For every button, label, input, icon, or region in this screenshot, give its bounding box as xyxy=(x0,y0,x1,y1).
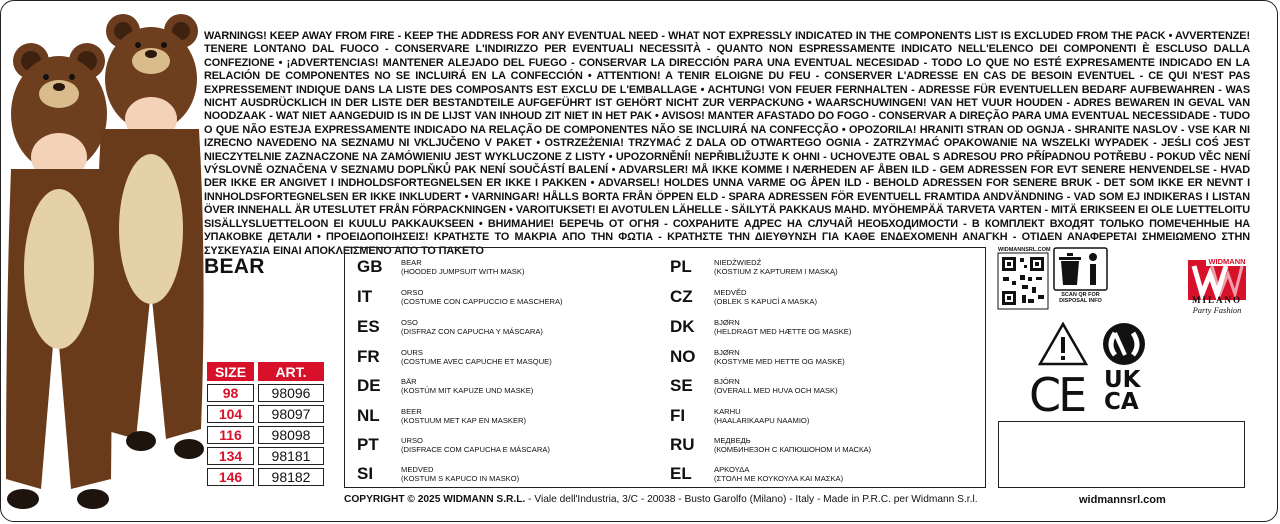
language-box xyxy=(344,247,986,488)
qr-code-icon xyxy=(998,253,1048,309)
product-title: BEAR xyxy=(204,255,265,278)
language-desc: (HELDRAGT MED HÆTTE OG MASKE) xyxy=(714,327,852,336)
language-row xyxy=(345,345,552,369)
product-photo xyxy=(1,9,206,519)
table-row xyxy=(207,447,324,465)
language-code: SE xyxy=(670,376,693,395)
language-desc: (KOSTIUM Z KAPTUREM I MASKĄ) xyxy=(714,267,838,276)
language-row xyxy=(345,255,524,279)
language-code: NL xyxy=(357,406,380,425)
website-link[interactable]: widmannsrl.com xyxy=(1079,494,1166,506)
language-name: BEAR xyxy=(401,258,422,267)
language-desc: (KOSTUUM MET KAP EN MASKER) xyxy=(401,416,527,425)
language-name: BEER xyxy=(401,407,422,416)
language-name: URSO xyxy=(401,436,423,445)
language-code: DK xyxy=(670,317,695,336)
language-code: SI xyxy=(357,464,374,483)
language-row xyxy=(345,462,519,486)
language-code: IT xyxy=(357,287,373,306)
language-row xyxy=(345,315,543,339)
language-desc: (DISFRAZ CON CAPUCHA Y MÁSCARA) xyxy=(401,327,543,336)
language-name: NIEDŹWIEDŹ xyxy=(714,258,762,267)
language-name: BJØRN xyxy=(714,348,740,357)
language-code: PT xyxy=(357,435,379,454)
language-code: DE xyxy=(357,376,381,395)
language-name: ΑΡΚΟΥΔΑ xyxy=(714,465,750,474)
language-name: KARHU xyxy=(714,407,741,416)
language-desc: (DISFRACE COM CAPUCHA E MÁSCARA) xyxy=(401,445,550,454)
blank-label-box xyxy=(998,421,1245,488)
language-desc: (HAALARIKAAPU NAAMIO) xyxy=(714,416,810,425)
size-cell: 98 xyxy=(207,384,254,402)
language-name: BÄR xyxy=(401,377,417,386)
table-row xyxy=(207,384,324,402)
disposal-info xyxy=(1053,247,1108,311)
copyright-address: - Viale dell'Industria, 3/C - 20038 - Busto Garolfo (Milano) - Italy - Made in P.R.C. per Widmann S.r.l. xyxy=(525,494,978,505)
language-desc: (COSTUME CON CAPPUCCIO E MASCHERA) xyxy=(401,297,563,306)
art-cell: 98096 xyxy=(258,384,324,402)
ce-mark: CE xyxy=(1029,368,1085,422)
recycle-bin-info-icon xyxy=(1053,247,1108,291)
language-code: FI xyxy=(670,406,686,425)
language-row xyxy=(345,374,533,398)
language-name: ORSO xyxy=(401,288,424,297)
disposal-label-1: SCAN QR FOR xyxy=(1061,292,1100,298)
language-row xyxy=(658,462,843,486)
language-code: FR xyxy=(357,347,380,366)
language-row xyxy=(658,345,845,369)
language-desc: (OBLEK S KAPUCÍ A MASKA) xyxy=(714,297,817,306)
ukca-mark xyxy=(1104,369,1141,413)
art-cell: 98098 xyxy=(258,426,324,444)
language-code: GB xyxy=(357,257,383,276)
art-header: ART. xyxy=(258,362,324,381)
language-code: CZ xyxy=(670,287,693,306)
brand-city: MILANO xyxy=(1192,295,1242,305)
language-desc: (ΣΤΟΛΗ ΜΕ ΚΟΥΚΟΥΛΑ ΚΑΙ ΜΑΣΚΑ) xyxy=(714,474,844,483)
language-row xyxy=(345,404,526,428)
language-row xyxy=(658,404,809,428)
table-row xyxy=(207,405,324,423)
size-cell: 146 xyxy=(207,468,254,486)
language-name: MEDVED xyxy=(401,465,434,474)
language-name: MEDVĚD xyxy=(714,288,747,297)
language-code: NO xyxy=(670,347,696,366)
language-desc: (KOSTÜM MIT KAPUZE UND MASKE) xyxy=(401,386,534,395)
copyright-line xyxy=(344,494,978,505)
language-desc: (КОМБИНЕЗОН С КАПЮШОНОМ И МАСКА) xyxy=(714,445,872,454)
warnings-text: WARNINGS! KEEP AWAY FROM FIRE - KEEP THE ADDRESS FOR ANY EVENTUAL NEED - WHAT NOT EXPRESSLY INDICATED IN THE COMPONENTS LIST IS EXCLUDED FROM THE PACK • AVVERTENZE! TENERE LONTANO DAL FUOCO - CONSERVARE L'INDIRIZZO PER EVENTUALI NECESSITÀ - QUANTO NON ESPRESSAMENTE INDICATO NELL'ELENCO DEI COMPONENTI È ESCLUSO DALLA CONFEZIONE • ¡ADVERTENCIAS! MANTENER ALEJADO DEL FUEGO - CONSERVAR LA DIRECCIÓN PARA UNA EVENTUAL NECESIDAD - TODO LO QUE NO ESTÉ EXPRESAMENTE INDICADO EN LA RELACIÓN DE COMPONENTES NO SE INCLUIRÁ EN LA CONFECCIÓN • ATTENTION! A TENIR ELOIGNE DU FEU - CONSERVER L'ADRESSE EN CAS DE BESOIN EVENTUEL - CE QUI N'EST PAS EXPRESSEMENT INDIQUE DANS LA LISTE DES COMPOSANTS EST EXCLU DE L'EMBALLAGE • ACHTUNG! VON FEUER FERNHALTEN - ADRESSE FÜR EVENTUELLEN BEDARF AUFBEWAHREN - WAS NICHT AUSDRÜCKLICH IN DER LISTE DER BESTANDTEILE AUFGEFÜHRT IST GEHÖRT NICHT ZUR VERPACKUNG • WAARSCHUWINGEN! VAN HET VUUR HOUDEN - ADRES BEWAREN IN GEVAL VAN NOODZAAK - WAT NIET AANGEDUID IS IN DE LIJST VAN INHOUD ZIT NIET IN HET PAK • AVISOS! MANTER AFASTADO DO FOGO - CONSERVAR A DIREÇÃO PARA UMA EVENTUAL NECESSIDADE - TUDO O QUE NÃO ESTEJA EXPRESSAMENTE INDICADO NA RELAÇÃO DE COMPONENTES NÃO SE INCLUIRÁ NA CONFECÇÃO • OPOZORILA! HRANITI STRAN OD OGNJA - SHRANITE NASLOV - VSE KAR NI IZRECNO NAVEDENO NA SEZNAMU NI VKLJUČENO V PAKET • OSTRZEŻENIA! TRZYMAĆ Z DALA OD OTWARTEGO OGNIA - ZATRZYMAĆ OPAKOWANIE NA WSZELKI WYPADEK - JEŚLI COŚ JEST NIECZYTELNIE ZAZNACZONE NA ZAMÓWIENIU JEST WYKLUCZONE Z LISTY • UPOZORNĚNÍ! NEPŘIBLIŽUJTE K OHNI - UCHOVEJTE OBAL S ADRESOU PRO PŘÍPADNOU POTŘEBU - POKUD VĚC NENÍ VÝSLOVNĚ OZNAČENA V SEZNAMU DOPLŇKŮ PAK NENÍ SOUČÁSTÍ BALENÍ • ADVARSLER! MÅ IKKE KOMME I NÆRHEDEN AF ÅBEN ILD - GEM ADRESSEN FOR EVT SENERE HENVENDELSE - HVAD DER IKKE ER ANGIVET I INDHOLDSFORTEGNELSEN ER IKKE I PAKKEN • ADVARSEL! HOLDES UNNA VARME OG ÅPEN ILD - BEHOLD ADRESSEN FOR SENERE BRUK - DET SOM IKKE ER NEVNT I INNHOLDSFORTEGNELSEN ER IKKE INKLUDERT • VARNINGAR! HÅLLS BORTA FRÅN ÖPPEN ELD - SPARA ADRESSEN FÖR EVENTUELL FRAMTIDA ANDVÄNDNING - VAD SOM EJ INDIKERAS I LISTAN ÖVER INNEHALL ÄR UTESLUTET FRÅN FÖRPACKNINGEN • VAROITUKSET! EI AVOTULEN LÄHELLE - SÄILYTÄ PAKKAUS MAHD. MYÖHEMPÄÄ TARVETA VARTEN - MITÄ ERIKSEEN EI OLE LUETTELOITU SISÄLLYSLUETTELOON EI KUULU PAKKAUKSEEN • ВНИМАНИЕ! БЕРЕЧЬ ОТ ОГНЯ - СОХРАНИТЕ АДРЕС НА СЛУЧАЙ НЕОБХОДИМОСТИ - В КОМПЛЕКТ ВХОДЯТ ТОЛЬКО ПОМЕЧЕННЫЕ НА УПАКОВКЕ ДЕТАЛИ • ΠΡΟΕΙΔΟΠΟΙΗΣΕΙΣ! ΚΡΑΤΗΣΤΕ ΤΟ ΜΑΚΡΙΑ ΑΠΟ ΤΗΝ ΦΩΤΙΑ - ΚΡΑΤΗΣΤΕ ΤΗΝ ΔΙΕΥΘΥΝΣΗ ΓΙΑ ΚΑΘΕ ΕΝΔΕΧΟΜΕΝΗ ΑΝΑΓΚΗ - ΟΤΙΔΕΝ ΑΝΑΦΕΡΕΤΑΙ ΣΗΜΕΙΩΜΕΝΟ ΣΤΗΝ ΣΥΣΚΕΥΑΣΙΑ ΕΙΝΑΙ ΑΠΟΚΛΕΙΣΜΕΝΟ ΑΠΟ ΤΟ ΠΑΚΕΤΟ xyxy=(204,30,1250,257)
warning-icon xyxy=(1037,321,1089,367)
language-name: BJÖRN xyxy=(714,377,740,386)
ukca-line-2: CA xyxy=(1104,389,1139,415)
size-cell: 104 xyxy=(207,405,254,423)
art-cell: 98182 xyxy=(258,468,324,486)
language-desc: (HOODED JUMPSUIT WITH MASK) xyxy=(401,267,525,276)
language-row xyxy=(658,255,838,279)
table-row xyxy=(207,468,324,486)
copyright-bold: COPYRIGHT © 2025 WIDMANN S.R.L. xyxy=(344,494,526,505)
art-cell: 98097 xyxy=(258,405,324,423)
size-table xyxy=(203,359,328,489)
language-row xyxy=(658,433,871,457)
disposal-label-2: DISPOSAL INFO xyxy=(1059,298,1102,304)
brand-tagline: Party Fashion xyxy=(1192,305,1242,315)
widmann-logo-text: WIDMANN xyxy=(1208,257,1246,266)
language-desc: (KOSTUM S KAPUCO IN MASKO) xyxy=(401,474,520,483)
language-row xyxy=(658,285,817,309)
language-row xyxy=(345,433,550,457)
language-row xyxy=(658,374,838,398)
language-name: МЕДВЕДЬ xyxy=(714,436,751,445)
language-name: OSO xyxy=(401,318,418,327)
language-code: RU xyxy=(670,435,695,454)
language-desc: (OVERALL MED HUVA OCH MASK) xyxy=(714,386,838,395)
size-header: SIZE xyxy=(207,362,254,381)
language-desc: (COSTUME AVEC CAPUCHE ET MASQUE) xyxy=(401,357,552,366)
ukca-line-1: UK xyxy=(1104,367,1141,393)
qr-label: WIDMANNSRL.COM xyxy=(998,247,1051,253)
qr-code[interactable] xyxy=(998,247,1051,311)
art-cell: 98181 xyxy=(258,447,324,465)
language-code: PL xyxy=(670,257,692,276)
language-code: ES xyxy=(357,317,380,336)
language-code: EL xyxy=(670,464,692,483)
recycle-icon xyxy=(1101,321,1147,367)
size-cell: 116 xyxy=(207,426,254,444)
size-cell: 134 xyxy=(207,447,254,465)
language-row xyxy=(658,315,851,339)
language-row xyxy=(345,285,563,309)
language-desc: (KOSTYME MED HETTE OG MASKE) xyxy=(714,357,845,366)
language-name: BJØRN xyxy=(714,318,740,327)
table-row xyxy=(207,426,324,444)
language-name: OURS xyxy=(401,348,423,357)
